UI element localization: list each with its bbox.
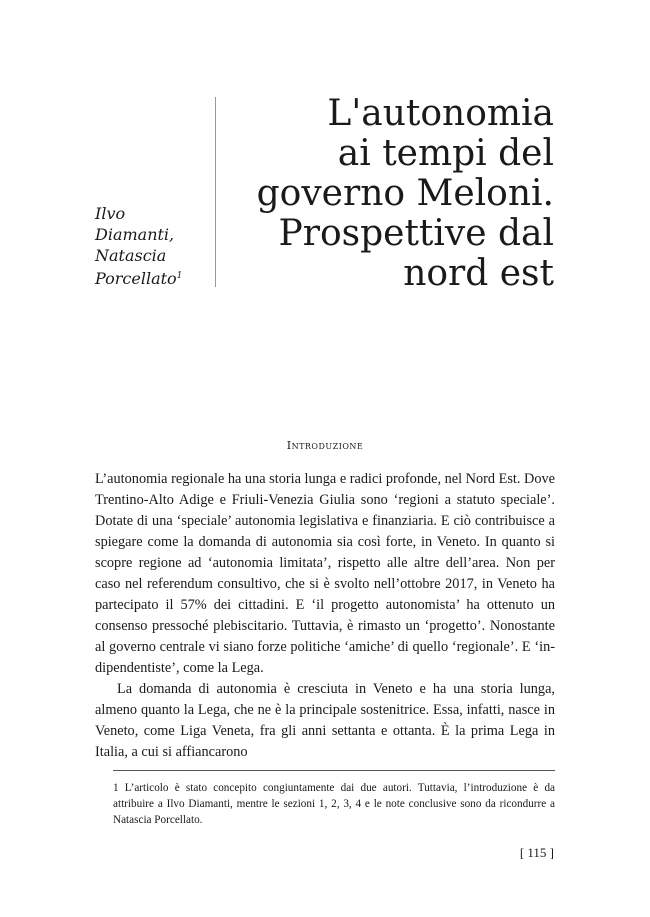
title-line: L'autonomia — [327, 93, 554, 134]
title-line: ai tempi del — [337, 133, 554, 174]
paragraph: La domanda di autonomia è cresciuta in Veneto e ha una storia lunga, almeno quanto la Lega, che ne è la principale sostenitrice. Essa, infatti, nasce in Veneto, come Liga Veneta, fra gli anni settanta e ottanta. È la prima Lega in Italia, a cui si affiancarono — [95, 681, 555, 760]
author-line: Diamanti, — [95, 225, 175, 244]
footnote: 1 L’articolo è stato concepito congiuntamente dai due autori. Tuttavia, l’introduzione è da attribuire a Ilvo Diamanti, mentre le sezioni 1, 2, 3, 4 e le note conclusive sono da ricondurre a Natascia Porcellato. — [113, 782, 555, 826]
author-line — [95, 266, 205, 289]
author-line: Natascia — [95, 246, 167, 265]
author-name-part: Porcellato — [95, 269, 177, 288]
section-heading: Introduzione — [286, 439, 364, 452]
author-line: Ilvo — [95, 204, 126, 223]
paragraph: L’autonomia regionale ha una storia lunga e radici profonde, nel Nord Est. Dove Trentino-Alto Adige e Friuli-Venezia Giulia sono ‘regioni a statuto speciale’. Dotate di una ‘speciale’ autonomia legislativa e finanziaria. E ciò contribuisce a spiegare come la domanda di autonomia sia così forte, in Veneto. In quanto si scopre regione ad ‘autonomia limitata’, rispetto alle altre dell’area. Non per caso nel referendum consultivo, che si è svolto nell’ottobre 2017, in Veneto ha partecipato il 57% dei cittadini. E ‘il progetto autonomista’ ha ottenuto un consenso pressoché plebiscitario. Tuttavia, è rimasto un ‘progetto’. Nonostante al governo centrale vi siano forze politiche ‘amiche’ di quello ‘regionale’. E ‘in-dipendentiste’, come la Lega. — [95, 471, 556, 676]
title-line: governo Meloni. — [256, 173, 554, 214]
title-line: nord est — [403, 253, 554, 294]
footnote-rule — [113, 770, 555, 771]
body-text — [95, 469, 555, 763]
footnote-marker: 1 — [176, 271, 183, 281]
article-title — [214, 94, 554, 294]
author-names — [95, 203, 205, 289]
page-number: [ 115 ] — [519, 845, 554, 860]
title-line: Prospettive dal — [278, 213, 554, 254]
